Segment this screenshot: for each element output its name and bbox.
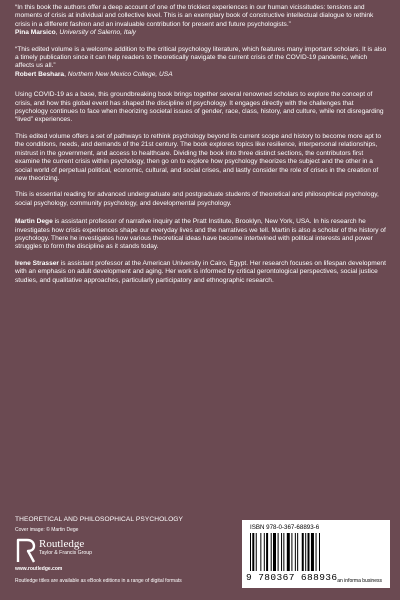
endorser-affiliation: Northern New Mexico College, USA <box>67 70 173 78</box>
publisher-website: www.routledge.com <box>15 566 63 572</box>
quote-text: “This edited volume is a welcome addition to the critical psychology literature, which features many important scholars. It is also a timely publication since it can help readers to theoretically navigate the current crisis of the COVID-19 pandemic, which affects us all.” <box>15 45 387 70</box>
quote-text: “In this book the authors offer a deep account of one of the trickiest experiences in our human vicissitudes: tensions and moments of crisis at individual and collective level. This is an exemplary book of constructive intellectual dialogue to rethink crisis in a different fashion and an invaluable contribution for present and future psychologists.” <box>15 4 374 28</box>
quote-attribution: Robert Beshara, Northern New Mexico College, USA <box>15 70 173 78</box>
barcode-bar <box>297 533 298 571</box>
barcode-digits: 9 780367 688936 <box>246 572 338 583</box>
quote-attribution: Pina Marsico, University of Salerno, Italy <box>15 29 136 37</box>
barcode-panel <box>242 520 390 588</box>
barcode-bar <box>311 533 314 571</box>
barcode-bar <box>295 533 296 571</box>
barcode-icon <box>250 533 346 571</box>
barcode-bar <box>252 533 254 571</box>
barcode-bar <box>308 533 310 571</box>
barcode-bar <box>271 533 272 571</box>
description-paragraph: This is essential reading for advanced undergraduate and postgraduate students of theoretical and philosophical psychology, social psychology, community psychology, and developmental psychology. <box>15 191 379 207</box>
publisher-logo <box>15 537 135 565</box>
back-cover-text <box>15 4 387 293</box>
barcode-bar <box>316 533 317 571</box>
barcode-bar <box>305 533 306 571</box>
description-paragraph: Using COVID-19 as a base, this groundbreaking book brings together several renowned scholars to explore the concept of crisis, and how this global event has shaped the discipline of psychology. It engages directly with the challenges that psychology continues to face when theorizing societal issues of gender, race, class, history, and culture, while not disregarding “lived” experiences. <box>15 91 384 124</box>
barcode-bar <box>264 533 265 571</box>
ebook-note: Routledge titles are available as eBook editions in a range of digital formats <box>15 578 182 584</box>
barcode-bar <box>273 533 276 571</box>
isbn-text: ISBN 978-0-367-68893-6 <box>250 524 320 531</box>
barcode-bar <box>283 533 284 571</box>
author-bio-text: is assistant professor of narrative inquiry at the Pratt Institute, Brooklyn, New York, USA. In his research he investigates how crisis experiences shape our everyday lives and the narratives we tell. Martin is also a scholar of the history of psychology. There he investigates how various theoretical ideas have become intertwined with political interests and power struggles to form the discipline as it stands today. <box>15 218 386 251</box>
author-name: Martin Dege <box>15 218 53 226</box>
author-bio-text: is assistant professor at the American University in Cairo, Egypt. Her research focuses on lifespan development with an emphasis on adult development and aging. Her work is informed by critical gerontological perspectives, social justice studies, and qualitative approaches, particularly participatory and ethnographic research. <box>15 259 386 284</box>
series-title: THEORETICAL AND PHILOSOPHICAL PSYCHOLOGY <box>15 516 184 523</box>
informa-tagline: an informa business <box>337 578 382 584</box>
publisher-name: Routledge <box>39 538 85 550</box>
barcode-bar <box>250 533 251 571</box>
publisher-subtitle: Taylor & Francis Group <box>39 550 93 556</box>
cover-credit: Cover image: © Martin Dege <box>15 527 79 533</box>
description-paragraph: This edited volume offers a set of pathways to rethink psychology beyond its current scope and history to become more apt to the conditions, needs, and demands of the 21st century. The book explores topics like resilience, interpersonal relationships, mistrust in the government, and access to healthcare. Dividing the book into three distinct sections, the contributors first examine the current crisis within psychology, then go on to explore how psychology theorizes the subject and the other in a social world of perpetual political, economic, cultural, and social crises, and lastly consider the role of crises in the creation of new theorizing. <box>15 132 382 182</box>
barcode-bar <box>256 533 257 571</box>
barcode-bar <box>319 533 320 571</box>
author-bio <box>15 260 387 285</box>
author-name: Irene Strasser <box>15 259 59 267</box>
barcode-bar <box>266 533 268 571</box>
endorser-name: Pina Marsico <box>15 29 56 37</box>
barcode-bar <box>287 533 290 571</box>
endorsement-quote <box>15 4 387 38</box>
barcode-bar <box>260 533 261 571</box>
barcode-bar <box>278 533 279 571</box>
endorser-name: Robert Beshara <box>15 70 65 78</box>
barcode-bar <box>291 533 292 571</box>
barcode-bar <box>281 533 282 571</box>
endorsement-quote <box>15 46 387 80</box>
endorser-affiliation: University of Salerno, Italy <box>59 29 136 37</box>
author-bio <box>15 218 387 252</box>
routledge-logo-icon <box>15 537 37 563</box>
barcode-bar <box>302 533 304 571</box>
